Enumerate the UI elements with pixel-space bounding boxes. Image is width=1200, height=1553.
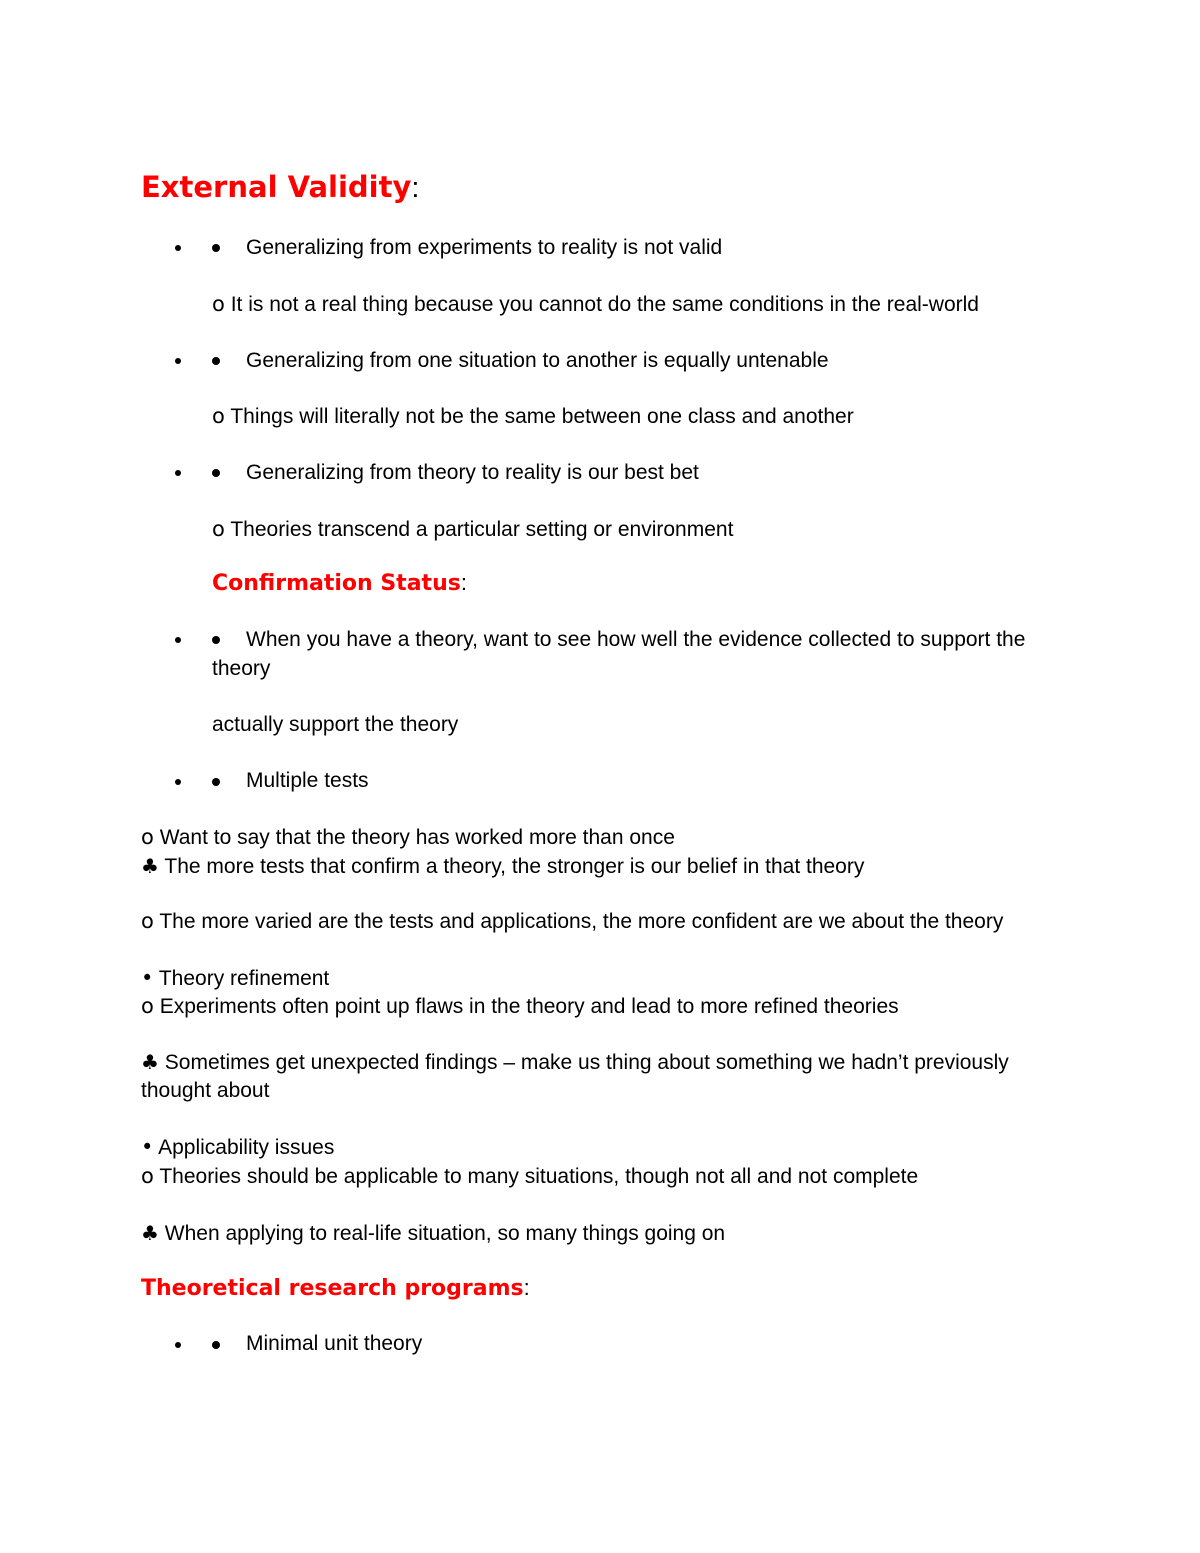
circle-bullet-icon: o <box>141 1164 154 1188</box>
sub-sub-list-item-text: Sometimes get unexpected findings – make us thing about something we hadn’t previously <box>164 1051 1009 1074</box>
list-item <box>141 1133 334 1162</box>
bullet-icon <box>175 779 181 785</box>
circle-bullet-icon: o <box>212 517 225 541</box>
heading-text: Theoretical research programs <box>141 1276 524 1301</box>
bullet-icon <box>175 358 181 364</box>
sub-list-item-text: The more varied are the tests and applications, the more confident are we about the theory <box>159 910 1004 933</box>
sub-sub-list-item <box>141 1219 725 1248</box>
sub-list-item-text: Theories transcend a particular setting or environment <box>230 518 734 541</box>
heading-theoretical-research-programs <box>141 1273 530 1304</box>
bullet-icon <box>175 637 181 643</box>
heading-text: External Validity <box>141 170 412 204</box>
bullet-icon <box>212 1341 220 1349</box>
bullet-icon <box>212 778 220 786</box>
sub-list-item <box>141 823 675 852</box>
bullet-icon <box>212 357 220 365</box>
list-item-text: Theory refinement <box>158 967 330 990</box>
sub-list-item-text: Theories should be applicable to many situations, though not all and not complete <box>159 1165 919 1188</box>
heading-confirmation-status <box>212 568 467 599</box>
sub-list-item-text: Want to say that the theory has worked more than once <box>159 826 675 849</box>
bullet-icon <box>175 470 181 476</box>
list-item: Generalizing from theory to reality is our best bet <box>246 461 699 484</box>
heading-text: Confirmation Status <box>212 571 461 596</box>
circle-bullet-icon: o <box>212 292 225 316</box>
sub-list-item <box>141 992 899 1021</box>
list-item: Minimal unit theory <box>246 1332 423 1355</box>
sub-list-item-text: Things will literally not be the same between one class and another <box>230 405 854 428</box>
sub-sub-list-item <box>141 852 864 881</box>
bullet-icon <box>175 1342 181 1348</box>
list-item-text: Applicability issues <box>158 1136 335 1159</box>
list-item: Multiple tests <box>246 769 369 792</box>
club-bullet-icon: ♣ <box>141 854 159 878</box>
heading-external-validity <box>141 169 419 206</box>
bullet-icon: • <box>141 1135 154 1159</box>
club-bullet-icon: ♣ <box>141 1050 159 1074</box>
bullet-icon <box>212 469 220 477</box>
heading-colon: : <box>523 1275 530 1300</box>
sub-sub-list-item-text: When applying to real-life situation, so many things going on <box>164 1222 726 1245</box>
sub-list-item-text: It is not a real thing because you cannot do the same conditions in the real-world <box>230 293 979 316</box>
sub-sub-list-item-continuation: thought about <box>141 1079 270 1102</box>
bullet-icon <box>212 244 220 252</box>
circle-bullet-icon: o <box>212 404 225 428</box>
sub-list-item <box>141 907 1003 936</box>
paragraph: actually support the theory <box>212 713 459 736</box>
sub-sub-list-item-text: The more tests that confirm a theory, the stronger is our belief in that theory <box>164 855 865 878</box>
list-item: Generalizing from experiments to reality is not valid <box>246 236 723 259</box>
list-item-continuation: theory <box>212 657 271 680</box>
sub-list-item-text: Experiments often point up flaws in the theory and lead to more refined theories <box>159 995 899 1018</box>
bullet-icon <box>175 245 181 251</box>
heading-colon: : <box>460 570 467 595</box>
list-item: Generalizing from one situation to another is equally untenable <box>246 349 829 372</box>
sub-list-item <box>212 515 733 544</box>
circle-bullet-icon: o <box>141 994 154 1018</box>
bullet-icon <box>212 636 220 644</box>
sub-list-item <box>141 1162 918 1191</box>
sub-list-item <box>212 402 854 431</box>
club-bullet-icon: ♣ <box>141 1221 159 1245</box>
list-item: When you have a theory, want to see how well the evidence collected to support the <box>246 628 1026 651</box>
sub-list-item <box>212 290 979 319</box>
circle-bullet-icon: o <box>141 909 154 933</box>
bullet-icon: • <box>141 966 154 990</box>
circle-bullet-icon: o <box>141 825 154 849</box>
list-item <box>141 964 329 993</box>
heading-colon: : <box>411 172 420 204</box>
sub-sub-list-item <box>141 1048 1009 1077</box>
